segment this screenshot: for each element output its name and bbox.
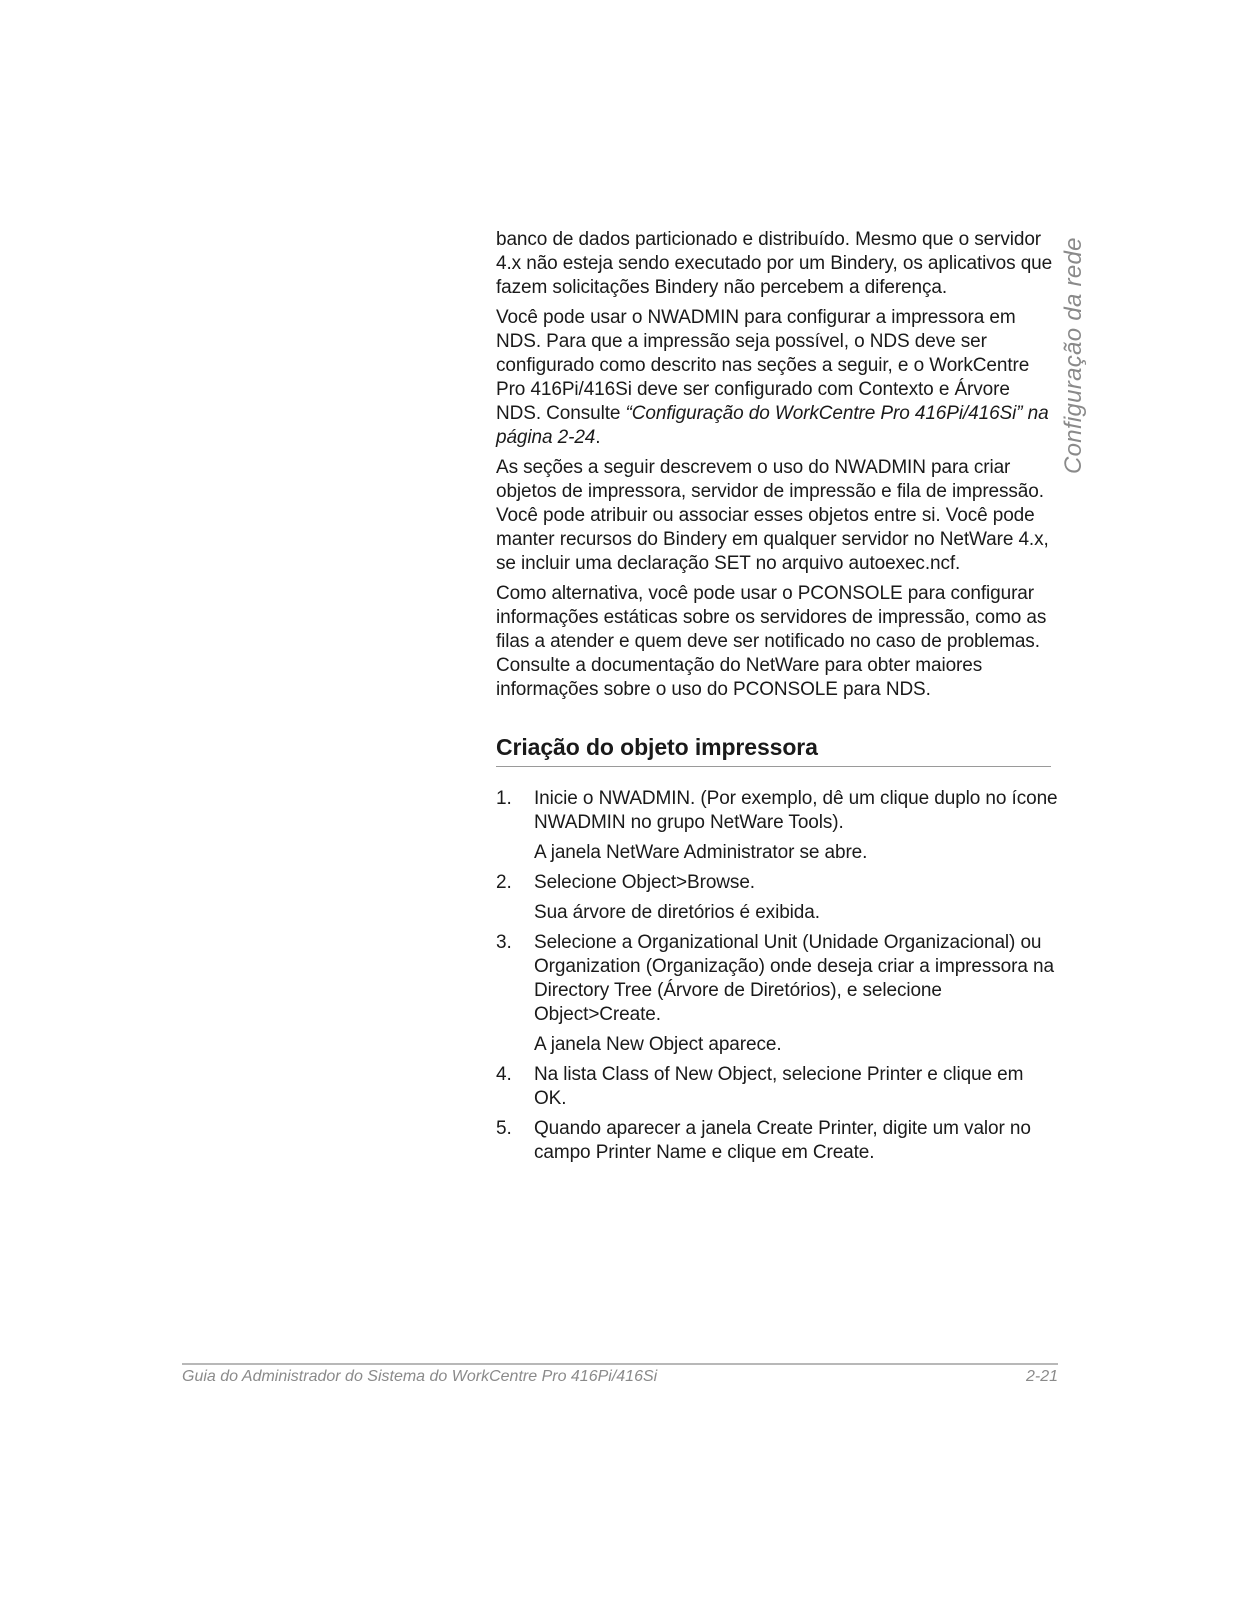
paragraph-2-end: . — [595, 427, 601, 448]
cross-reference-link[interactable]: “Configuração do WorkCentre Pro 416Pi/416Si” na página 2-24 — [496, 403, 1049, 448]
paragraph-3: As seções a seguir descrevem o uso do NWADMIN para criar objetos de impressora, servidor de impressão e fila de impressão. Você pode atribuir ou associar esses objetos entre si. Você pode manter recursos do Bindery em qualquer servidor no NetWare 4.x, se incluir uma declaração SET no arquivo autoexec.ncf. — [496, 457, 1049, 574]
paragraph-1: banco de dados particionado e distribuído. Mesmo que o servidor 4.x não esteja sendo executado por um Bindery, os aplicativos que fazem solicitações Bindery não percebem a diferença. — [496, 229, 1053, 298]
step-2-note: Sua árvore de diretórios é exibida. — [534, 902, 820, 923]
steps-list — [496, 787, 1058, 1165]
side-tab-label: Configuração da rede — [1060, 237, 1087, 474]
step-number: 2. — [496, 872, 512, 893]
footer-document-title: Guia do Administrador do Sistema do WorkCentre Pro 416Pi/416Si — [182, 1368, 658, 1385]
step-number: 5. — [496, 1118, 512, 1139]
step-number: 3. — [496, 932, 512, 953]
step-5 — [496, 1117, 1058, 1165]
step-text: Quando aparecer a janela Create Printer, digite um valor no campo Printer Name e clique em Create. — [534, 1118, 1031, 1163]
main-content — [496, 228, 1058, 1171]
step-number: 1. — [496, 788, 512, 809]
paragraph-2-text: Você pode usar o NWADMIN para configurar a impressora em NDS. Para que a impressão seja possível, o NDS deve ser configurado como descrito nas seções a seguir, e o WorkCentre Pro 416Pi/416Si deve ser configurado com Contexto e Árvore NDS. Consulte — [496, 307, 1030, 424]
step-2 — [496, 871, 1058, 895]
section-title-rule — [496, 766, 1051, 767]
paragraph-4: Como alternativa, você pode usar o PCONSOLE para configurar informações estáticas sobre os servidores de impressão, como as filas a atender e quem deve ser notificado no caso de problemas. Consulte a documentação do NetWare para obter maiores informações sobre o uso do PCONSOLE para NDS. — [496, 583, 1047, 700]
step-text: Selecione a Organizational Unit (Unidade Organizacional) ou Organization (Organização) onde deseja criar a impressora na Directory Tree (Árvore de Diretórios), e selecione Object>Create. — [534, 932, 1054, 1025]
section-title: Criação do objeto impressora — [496, 734, 818, 760]
step-text: Selecione Object>Browse. — [534, 872, 755, 893]
step-3-note: A janela New Object aparece. — [534, 1034, 782, 1055]
side-tab — [1062, 234, 1092, 474]
step-1-note: A janela NetWare Administrator se abre. — [534, 842, 868, 863]
footer-page-number: 2-21 — [1025, 1368, 1058, 1385]
paragraph-2 — [496, 306, 1058, 450]
step-4 — [496, 1063, 1058, 1111]
step-3 — [496, 931, 1058, 1027]
step-1 — [496, 787, 1058, 835]
step-number: 4. — [496, 1064, 512, 1085]
footer-rule — [182, 1363, 1058, 1365]
step-text: Na lista Class of New Object, selecione Printer e clique em OK. — [534, 1064, 1024, 1109]
step-text: Inicie o NWADMIN. (Por exemplo, dê um clique duplo no ícone NWADMIN no grupo NetWare Tools). — [534, 788, 1058, 833]
